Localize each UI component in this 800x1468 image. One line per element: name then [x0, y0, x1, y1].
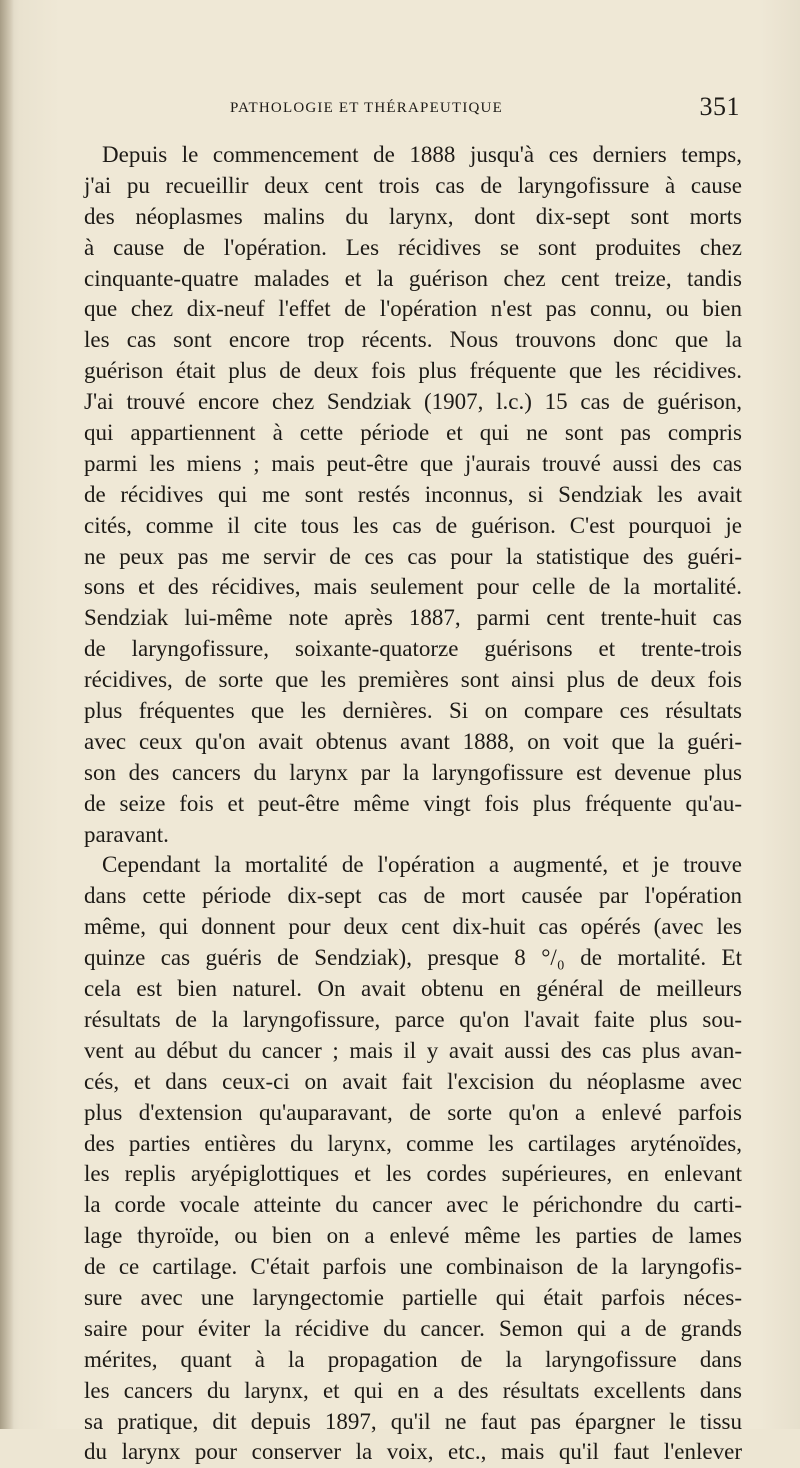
text-line: sons et des récidives, mais seulement pour celle de la mortalité.	[84, 574, 742, 600]
text-line: lage thyroïde, ou bien on a enlevé même les parties de lames	[84, 1223, 742, 1249]
text-line: à cause de l'opération. Les récidives se sont produites chez	[84, 234, 742, 260]
body-text	[84, 140, 742, 1468]
text-line: mérites, quant à la propagation de la laryngofissure dans	[84, 1346, 742, 1372]
text-line: son des cancers du larynx par la laryngofissure est devenue plus	[84, 759, 742, 785]
text-line: plus d'extension qu'auparavant, de sorte qu'on a enlevé parfois	[84, 1099, 742, 1125]
text-line: cela est bien naturel. On avait obtenu en général de meilleurs	[84, 976, 742, 1002]
page-number: 351	[699, 92, 740, 121]
text-line: plus fréquentes que les dernières. Si on compare ces résultats	[84, 698, 742, 724]
text-line: du larynx pour conserver la voix, etc., mais qu'il faut l'enlever	[84, 1439, 742, 1465]
text-line: même, qui donnent pour deux cent dix-huit cas opérés (avec les	[84, 914, 742, 940]
text-line: les cancers du larynx, et qui en a des résultats excellents dans	[84, 1377, 742, 1403]
text-line: saire pour éviter la récidive du cancer. Semon qui a de grands	[84, 1315, 742, 1341]
running-head	[230, 92, 740, 122]
text-line: des parties entières du larynx, comme les cartilages aryténoïdes,	[84, 1130, 742, 1156]
text-line: cités, comme il cite tous les cas de guérison. C'est pourquoi je	[84, 512, 742, 538]
text-line: avec ceux qu'on avait obtenus avant 1888, on voit que la guéri-	[84, 728, 742, 754]
text-line: Sendziak lui-même note après 1887, parmi cent trente-huit cas	[84, 605, 742, 631]
text-line: de ce cartilage. C'était parfois une combinaison de la laryngofis-	[84, 1254, 742, 1280]
text-line: cés, et dans ceux-ci on avait fait l'excision du néoplasme avec	[84, 1068, 742, 1094]
text-line: quinze cas guéris de Sendziak), presque 8 °/₀ de mortalité. Et	[84, 945, 742, 971]
text-line: de laryngofissure, soixante-quatorze guérisons et trente-trois	[84, 636, 742, 662]
text-line: que chez dix-neuf l'effet de l'opération n'est pas connu, ou bien	[84, 296, 742, 322]
text-line: qui appartiennent à cette période et qui ne sont pas compris	[84, 420, 742, 446]
text-line: J'ai trouvé encore chez Sendziak (1907, l.c.) 15 cas de guérison,	[84, 389, 742, 415]
binding-shadow	[0, 0, 14, 1429]
text-line: récidives, de sorte que les premières sont ainsi plus de deux fois	[84, 667, 742, 693]
text-line: des néoplasmes malins du larynx, dont dix-sept sont morts	[84, 203, 742, 229]
running-title: PATHOLOGIE ET THÉRAPEUTIQUE	[230, 100, 503, 116]
text-line: la corde vocale atteinte du cancer avec le périchondre du carti-	[84, 1192, 742, 1218]
text-line: cinquante-quatre malades et la guérison chez cent treize, tandis	[84, 265, 742, 291]
text-line: de récidives qui me sont restés inconnus, si Sendziak les avait	[84, 481, 742, 507]
text-line: sure avec une laryngectomie partielle qui était parfois néces-	[84, 1284, 742, 1310]
text-line: vent au début du cancer ; mais il y avait aussi des cas plus avan-	[84, 1037, 742, 1063]
text-line: guérison était plus de deux fois plus fréquente que les récidives.	[84, 358, 742, 384]
text-line: parmi les miens ; mais peut-être que j'aurais trouvé aussi des cas	[84, 450, 742, 476]
text-line: ne peux pas me servir de ces cas pour la statistique des guéri-	[84, 543, 742, 569]
text-line: résultats de la laryngofissure, parce qu'on l'avait faite plus sou-	[84, 1006, 742, 1032]
text-line: paravant.	[84, 821, 169, 847]
text-line: Depuis le commencement de 1888 jusqu'à ces derniers temps,	[102, 142, 742, 167]
text-line: Cependant la mortalité de l'opération a augmenté, et je trouve	[102, 852, 742, 878]
text-line: les cas sont encore trop récents. Nous trouvons donc que la	[84, 327, 742, 353]
text-line: sa pratique, dit depuis 1897, qu'il ne faut pas épargner le tissu	[84, 1408, 742, 1434]
text-line: les replis aryépiglottiques et les cordes supérieures, en enlevant	[84, 1161, 742, 1187]
text-line: de seize fois et peut-être même vingt fois plus fréquente qu'au-	[84, 790, 742, 816]
text-line: dans cette période dix-sept cas de mort causée par l'opération	[84, 883, 742, 909]
text-line: j'ai pu recueillir deux cent trois cas de laryngofissure à cause	[84, 172, 742, 198]
